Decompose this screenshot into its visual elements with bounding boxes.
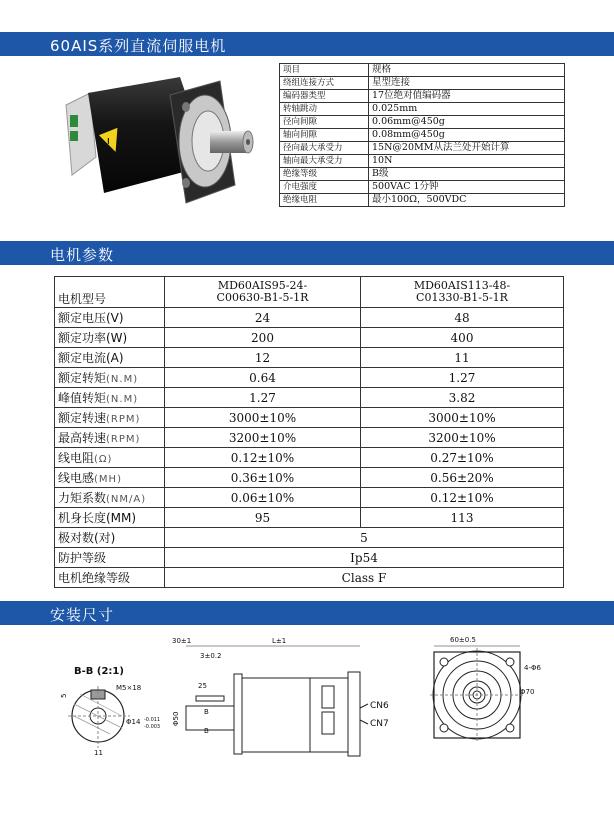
param-unit: (RPM): [106, 414, 141, 425]
spec-value: 最小100Ω，500VDC: [369, 194, 565, 207]
param-value-a: 1.27: [165, 388, 361, 408]
param-unit: (NM/A): [106, 494, 147, 505]
param-value-b: 11: [361, 348, 564, 368]
spec-value: 17位绝对值编码器: [369, 90, 565, 103]
spec-value: 15N@20MM从法兰处开始计算: [369, 142, 565, 155]
param-label: [55, 508, 165, 528]
spec-key: 轴向间隙: [280, 129, 369, 142]
param-value-b: 1.27: [361, 368, 564, 388]
table-row: [55, 388, 564, 408]
table-row: [280, 181, 565, 194]
table-row: [55, 328, 564, 348]
table-row: [55, 508, 564, 528]
spec-key: 绝缘电阻: [280, 194, 369, 207]
table-row: [55, 277, 564, 308]
spec-value: B级: [369, 168, 565, 181]
spec-value: 星型连接: [369, 77, 565, 90]
spec-key: 转轴跳动: [280, 103, 369, 116]
param-name: 额定电压(V): [58, 311, 124, 325]
param-value-a: 3200±10%: [165, 428, 361, 448]
table-row: [55, 548, 564, 568]
param-label: [55, 428, 165, 448]
connector-cn7: CN7: [370, 719, 389, 729]
spec-key: 绝缘等级: [280, 168, 369, 181]
param-unit: (N.M): [106, 394, 139, 405]
param-unit: (MH): [94, 474, 122, 485]
param-label: [55, 308, 165, 328]
param-label: 电机绝缘等级: [55, 568, 165, 588]
table-row: [55, 428, 564, 448]
dim-holes: 4-Φ6: [524, 664, 541, 672]
param-name: 最高转速: [58, 431, 107, 445]
svg-text:!: !: [106, 136, 111, 150]
model-label: 电机型号: [55, 277, 165, 308]
table-row: [55, 468, 564, 488]
spec-key: 项目: [280, 64, 369, 77]
param-value-merged: 5: [165, 528, 564, 548]
param-label: 防护等级: [55, 548, 165, 568]
model-a: MD60AIS95-24-C00630-B1-5-1R: [165, 277, 361, 308]
section-title: 安装尺寸: [50, 606, 115, 624]
dim-m5: M5×18: [116, 684, 142, 692]
param-value-b: 3000±10%: [361, 408, 564, 428]
param-label: [55, 408, 165, 428]
table-row: [55, 528, 564, 548]
section-banner-dimensions: [0, 601, 614, 625]
table-row: [55, 368, 564, 388]
model-b: MD60AIS113-48-C01330-B1-5-1R: [361, 277, 564, 308]
param-label: [55, 488, 165, 508]
section-banner-series: [0, 32, 614, 56]
param-label: [55, 368, 165, 388]
table-row: [280, 155, 565, 168]
label-b-bottom: B: [204, 727, 209, 735]
dim-60: 60±0.5: [450, 636, 476, 644]
dim-key: 5: [60, 693, 68, 698]
spec-table: [279, 63, 565, 207]
param-label: [55, 388, 165, 408]
param-value-a: 95: [165, 508, 361, 528]
spec-key: 径向间隙: [280, 116, 369, 129]
param-value-a: 0.06±10%: [165, 488, 361, 508]
param-value-b: 0.27±10%: [361, 448, 564, 468]
dim-3: 3±0.2: [200, 652, 222, 660]
dim-phi70: Φ70: [520, 688, 535, 696]
dim-phi14: Φ14: [126, 718, 141, 726]
section-title: 60AIS系列直流伺服电机: [50, 37, 227, 55]
param-name: 峰值转矩: [58, 391, 107, 405]
table-row: [55, 348, 564, 368]
params-table: [54, 276, 564, 588]
param-value-a: 0.36±10%: [165, 468, 361, 488]
dim-25: 25: [198, 682, 207, 690]
param-value-a: 3000±10%: [165, 408, 361, 428]
table-row: [280, 64, 565, 77]
table-row: [55, 408, 564, 428]
param-name: 额定电流(A): [58, 351, 124, 365]
param-unit: (N.M): [106, 374, 139, 385]
param-name: 力矩系数: [58, 491, 107, 505]
spec-key: 径向最大承受力: [280, 142, 369, 155]
front-view-drawing: [420, 628, 550, 758]
param-name: 线电阻: [58, 451, 95, 465]
table-row: [280, 129, 565, 142]
connector-cn6: CN6: [370, 701, 389, 711]
param-name: 机身长度(MM): [58, 511, 137, 525]
param-label: [55, 448, 165, 468]
spec-key: 编码器类型: [280, 90, 369, 103]
table-row: [280, 103, 565, 116]
param-label: [55, 468, 165, 488]
spec-value: 规格: [369, 64, 565, 77]
param-name: 额定功率(W): [58, 331, 128, 345]
param-label: [55, 348, 165, 368]
table-row: [55, 568, 564, 588]
spec-key: 绕组连接方式: [280, 77, 369, 90]
param-value-a: 0.64: [165, 368, 361, 388]
param-name: 额定转矩: [58, 371, 107, 385]
param-name: 额定转速: [58, 411, 107, 425]
param-value-a: 12: [165, 348, 361, 368]
dim-11: 11: [94, 749, 103, 757]
param-value-b: 113: [361, 508, 564, 528]
spec-key: 轴向最大承受力: [280, 155, 369, 168]
param-label: 极对数(对): [55, 528, 165, 548]
table-row: [280, 194, 565, 207]
param-value-a: 24: [165, 308, 361, 328]
param-value-b: 3200±10%: [361, 428, 564, 448]
param-value-b: 400: [361, 328, 564, 348]
shaft-section-drawing: [60, 628, 170, 758]
section-label: B-B (2:1): [74, 666, 124, 677]
param-value-a: 200: [165, 328, 361, 348]
side-view-drawing: [160, 628, 400, 758]
table-row: [280, 90, 565, 103]
param-unit: (Ω): [94, 454, 113, 465]
table-row: [280, 142, 565, 155]
table-row: [280, 168, 565, 181]
table-row: [280, 116, 565, 129]
spec-value: 500VAC 1分钟: [369, 181, 565, 194]
dim-phi50: Φ50: [172, 711, 180, 726]
param-name: 线电感: [58, 471, 95, 485]
table-row: [280, 77, 565, 90]
param-unit: (RPM): [106, 434, 141, 445]
dim-30: 30±1: [172, 637, 192, 645]
param-value-b: 0.56±20%: [361, 468, 564, 488]
param-value-merged: Ip54: [165, 548, 564, 568]
param-value-b: 3.82: [361, 388, 564, 408]
spec-key: 介电强度: [280, 181, 369, 194]
param-value-merged: Class F: [165, 568, 564, 588]
table-row: [55, 448, 564, 468]
table-row: [55, 488, 564, 508]
spec-value: 0.06mm@450g: [369, 116, 565, 129]
param-value-b: 48: [361, 308, 564, 328]
param-label: [55, 328, 165, 348]
spec-value: 10N: [369, 155, 565, 168]
dim-tol1: -0.011: [144, 717, 161, 723]
section-title: 电机参数: [50, 246, 115, 264]
param-value-a: 0.12±10%: [165, 448, 361, 468]
dim-tol2: -0.003: [144, 724, 161, 730]
table-row: [55, 308, 564, 328]
spec-value: 0.08mm@450g: [369, 129, 565, 142]
motor-photo: [60, 65, 260, 230]
spec-value: 0.025mm: [369, 103, 565, 116]
param-value-b: 0.12±10%: [361, 488, 564, 508]
section-banner-params: [0, 241, 614, 265]
label-b-top: B: [204, 708, 209, 716]
dim-l: L±1: [272, 637, 287, 645]
